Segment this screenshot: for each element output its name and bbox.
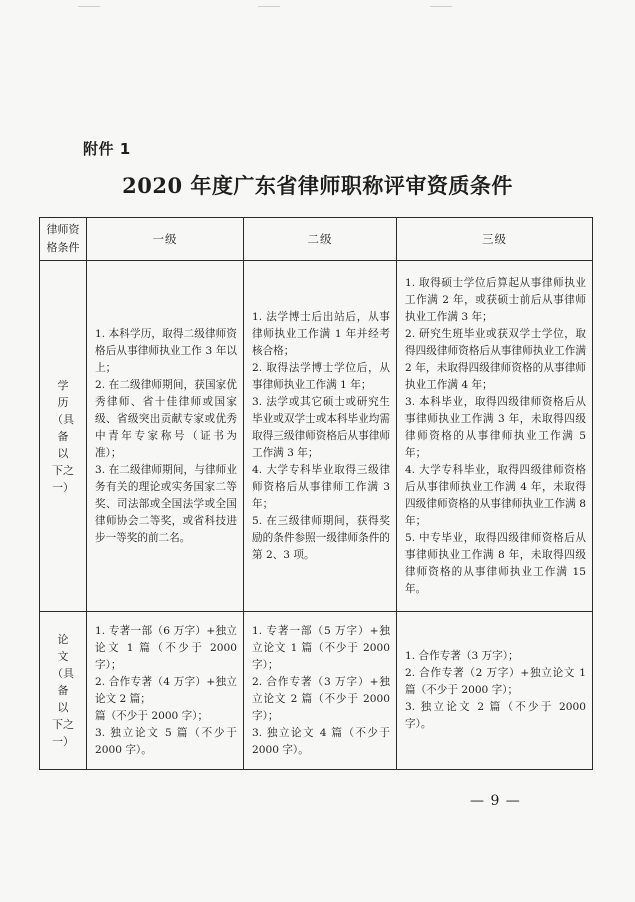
- row-header-education: [40, 261, 87, 612]
- row-header-char: 一）: [52, 480, 74, 494]
- corner-header-line: 律师资: [46, 223, 80, 236]
- page-number: — 9 —: [470, 793, 521, 809]
- cell-education-level-3: [397, 261, 593, 612]
- column-header-level-1: 一级: [87, 218, 244, 261]
- condition-item: 2. 研究生班毕业或获双学士学位，取得四级律师资格后从事律师执业工作满 2 年，未取得四级律师资格的从事律师执业工作满 4 年；: [405, 327, 586, 391]
- row-header-char: 论: [57, 633, 69, 646]
- row-header-char: 学: [57, 378, 69, 392]
- condition-item: 1. 专著一部（6 万字）+独立论文 1 篇（不少于 2000 字）；: [95, 624, 237, 671]
- condition-item: 篇（不少于 2000 字）；: [95, 709, 209, 722]
- row-header-char: 一）: [52, 735, 74, 748]
- row-header-char: 下之: [52, 463, 74, 477]
- cell-education-level-2: [244, 261, 397, 612]
- table-row-papers: [40, 612, 593, 770]
- condition-item: 1. 合作专著（3 万字）；: [405, 650, 519, 662]
- condition-item: 1. 本科学历，取得二级律师资格后从事律师执业工作 3 年以上；: [95, 327, 237, 374]
- condition-item: 2. 合作专著（4 万字）+独立论文 2 篇；: [95, 675, 237, 705]
- condition-item: 3. 独立论文 4 篇（不少于 2000 字）。: [252, 726, 390, 756]
- corner-header: [40, 218, 87, 261]
- condition-item: 3. 本科毕业，取得四级律师资格后从事律师执业工作满 3 年，未取得四级律师资格的从事律师执业工作满 5 年；: [405, 395, 586, 459]
- column-header-level-3: 三级: [397, 218, 593, 261]
- condition-item: 3. 独立论文 2 篇（不少于 2000 字）。: [405, 701, 586, 730]
- condition-item: 1. 法学博士后出站后，从事律师执业工作满 1 年并经考核合格；: [252, 310, 390, 357]
- condition-item: 5. 中专毕业，取得四级律师资格后从事律师执业工作满 8 年，未取得四级律师资格的从事律师执业工作满 15 年。: [405, 531, 586, 595]
- condition-item: 2. 合作专著（2 万字）+独立论文 1 篇（不少于 2000 字）；: [405, 667, 586, 696]
- table-row-education: [40, 261, 593, 612]
- condition-item: 2. 在二级律师期间，获国家优秀律师、省十佳律师或国家级、省级突出贡献专家或优秀中青年专家称号（证书为准）；: [95, 378, 237, 459]
- row-header-char: 历: [57, 395, 69, 409]
- corner-header-line: 格条件: [46, 241, 80, 254]
- row-header-char: （具: [52, 412, 74, 426]
- scan-artifact: [430, 0, 452, 7]
- row-header-char: 备: [57, 429, 69, 443]
- row-header-char: （具: [52, 667, 74, 680]
- table-header-row: [40, 218, 593, 261]
- qualification-table: [39, 217, 593, 770]
- row-header-char: 以: [57, 446, 69, 460]
- document-title: 2020 年度广东省律师职称评审资质条件: [122, 173, 513, 198]
- row-header-char: 备: [57, 684, 69, 697]
- cell-papers-level-1: [87, 612, 244, 770]
- condition-item: 2. 合作专著（3 万字）+独立论文 2 篇（不少于 2000 字）；: [252, 675, 390, 722]
- condition-item: 3. 法学或其它硕士或研究生毕业或双学士或本科毕业均需取得三级律师资格后从事律师工作满 3 年；: [252, 395, 390, 459]
- attachment-label: 附件 1: [83, 140, 131, 158]
- condition-item: 2. 取得法学博士学位后，从事律师执业工作满 1 年；: [252, 361, 390, 391]
- cell-papers-level-2: [244, 612, 397, 770]
- row-header-char: 以: [57, 701, 69, 714]
- scan-artifact: [258, 0, 280, 7]
- column-header-level-2: 二级: [244, 218, 397, 261]
- condition-item: 5. 在三级律师期间，获得奖励的条件参照一级律师条件的第 2、3 项。: [252, 514, 390, 561]
- row-header-char: 下之: [52, 718, 74, 731]
- cell-education-level-1: [87, 261, 244, 612]
- row-header-papers: [40, 612, 87, 770]
- condition-item: 1. 取得硕士学位后算起从事律师执业工作满 2 年，或获硕士前后从事律师执业工作满 3 年；: [405, 276, 586, 323]
- condition-item: 3. 独立论文 5 篇（不少于 2000 字）。: [95, 726, 237, 756]
- condition-item: 4. 大学专科毕业，取得四级律师资格后从事律师执业工作满 4 年，未取得四级律师资格的从事律师执业工作满 8 年；: [405, 463, 586, 527]
- condition-item: 3. 在二级律师期间，与律师业务有关的理论或实务国家二等奖、司法部或全国法学或全国律师协会二等奖，或省科技进步一等奖的前二名。: [95, 463, 237, 544]
- row-header-char: 文: [57, 650, 69, 663]
- scan-artifact: [78, 0, 100, 7]
- condition-item: 1. 专著一部（5 万字）+独立论文 1 篇（不少于 2000 字）；: [252, 624, 390, 671]
- cell-papers-level-3: [397, 612, 593, 770]
- condition-item: 4. 大学专科毕业取得三级律师资格后从事律师工作满 3 年；: [252, 463, 390, 510]
